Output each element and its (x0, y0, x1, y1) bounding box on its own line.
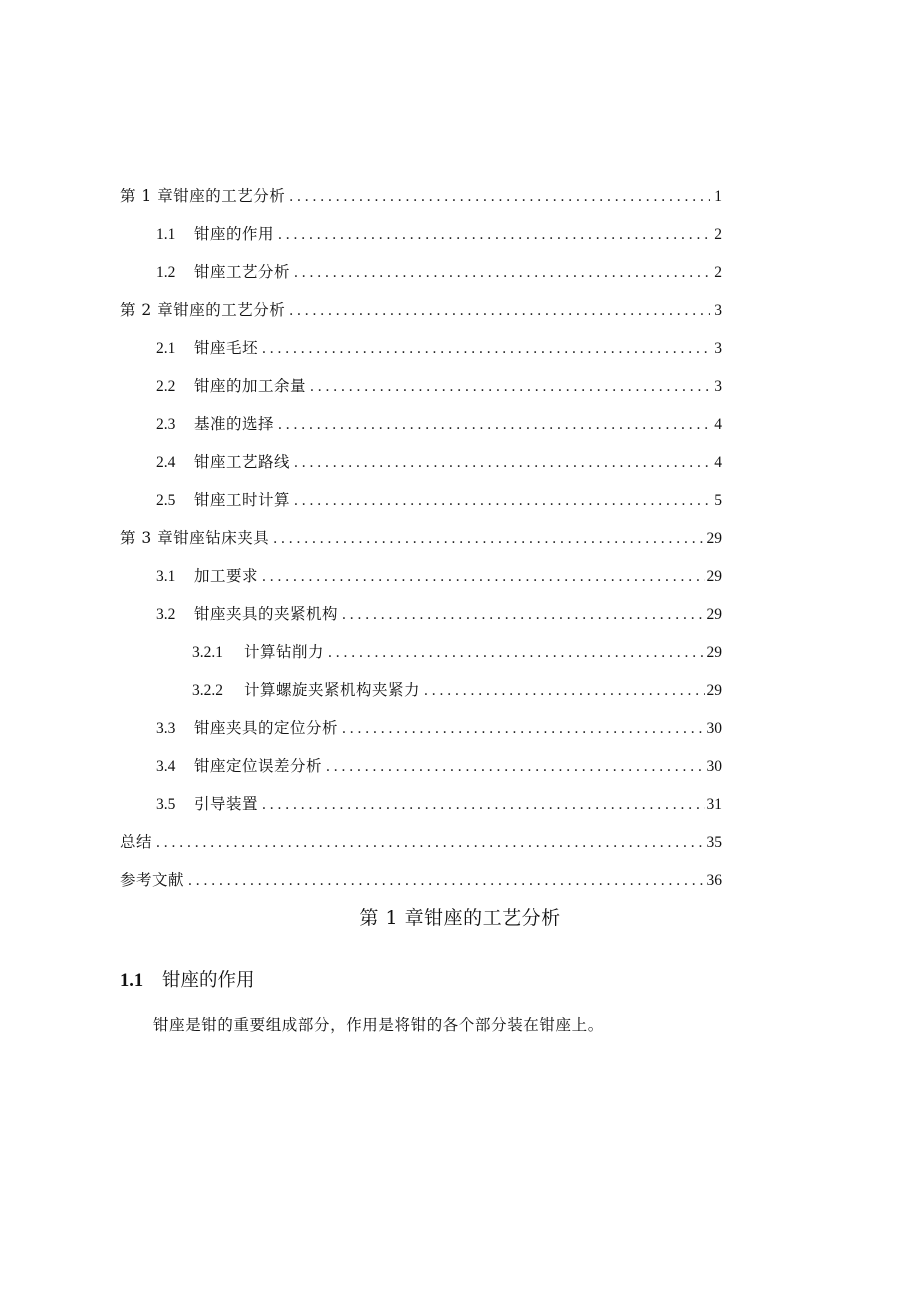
toc-entry[interactable] (120, 600, 722, 638)
toc-entry-title: 基准的选择 (194, 415, 275, 433)
table-of-contents (120, 182, 722, 904)
toc-entry[interactable] (120, 562, 722, 600)
toc-entry-title: 第 1 章钳座的工艺分析 (120, 187, 286, 205)
toc-entry-page: 1 (714, 188, 722, 205)
toc-leader-dots (262, 563, 704, 591)
toc-entry-title: 钳座的加工余量 (194, 377, 307, 395)
toc-leader-dots (342, 601, 704, 629)
toc-entry[interactable] (120, 524, 722, 562)
toc-entry-number: 2.4 (156, 454, 176, 471)
toc-entry-page: 29 (706, 682, 722, 699)
toc-leader-dots (156, 829, 704, 857)
toc-entry-number: 1.2 (156, 264, 176, 281)
toc-entry-title: 第 3 章钳座钻床夹具 (120, 529, 270, 547)
toc-entry[interactable] (120, 410, 722, 448)
toc-leader-dots (294, 259, 710, 287)
toc-entry-page: 35 (706, 834, 722, 851)
toc-entry-page: 3 (714, 340, 722, 357)
toc-entry-title: 钳座毛坯 (194, 339, 259, 357)
toc-entry-page: 36 (706, 872, 722, 889)
toc-leader-dots (188, 867, 704, 895)
toc-entry[interactable] (120, 866, 722, 904)
toc-entry[interactable] (120, 828, 722, 866)
toc-entry-page: 4 (714, 454, 722, 471)
toc-leader-dots (326, 753, 704, 781)
toc-leader-dots (262, 791, 704, 819)
toc-entry[interactable] (120, 638, 722, 676)
toc-entry-title: 计算钻削力 (244, 643, 325, 661)
toc-entry-number: 2.2 (156, 378, 176, 395)
toc-entry[interactable] (120, 258, 722, 296)
toc-entry-page: 29 (706, 530, 722, 547)
toc-entry-number: 3.1 (156, 568, 176, 585)
toc-entry-title: 钳座工艺分析 (194, 263, 291, 281)
toc-leader-dots (273, 525, 704, 553)
toc-entry[interactable] (120, 372, 722, 410)
toc-entry-title: 加工要求 (194, 567, 259, 585)
toc-entry-title: 第 2 章钳座的工艺分析 (120, 301, 286, 319)
toc-entry[interactable] (120, 676, 722, 714)
toc-entry-title: 钳座工艺路线 (194, 453, 291, 471)
toc-entry[interactable] (120, 448, 722, 486)
toc-entry-title: 参考文献 (120, 871, 185, 889)
toc-entry[interactable] (120, 752, 722, 790)
toc-leader-dots (424, 677, 704, 705)
toc-entry-title: 钳座夹具的定位分析 (194, 719, 339, 737)
toc-entry-page: 31 (706, 796, 722, 813)
toc-leader-dots (328, 639, 704, 667)
toc-entry[interactable] (120, 182, 722, 220)
toc-entry-page: 4 (714, 416, 722, 433)
toc-entry-number: 2.5 (156, 492, 176, 509)
section-number: 1.1 (120, 971, 144, 991)
toc-entry-page: 30 (706, 720, 722, 737)
section-heading (120, 966, 255, 992)
toc-entry-title: 钳座的作用 (194, 225, 275, 243)
toc-entry-number: 3.5 (156, 796, 176, 813)
toc-entry-number: 1.1 (156, 226, 176, 243)
toc-entry[interactable] (120, 486, 722, 524)
toc-entry-number: 2.3 (156, 416, 176, 433)
chapter-title: 第 1 章钳座的工艺分析 (359, 907, 561, 929)
toc-entry-page: 5 (714, 492, 722, 509)
toc-entry-page: 29 (706, 606, 722, 623)
toc-entry-page: 30 (706, 758, 722, 775)
toc-entry[interactable] (120, 296, 722, 334)
toc-entry[interactable] (120, 714, 722, 752)
toc-leader-dots (289, 183, 710, 211)
toc-entry-page: 29 (706, 568, 722, 585)
toc-entry[interactable] (120, 220, 722, 258)
toc-entry-title: 计算螺旋夹紧机构夹紧力 (244, 681, 421, 699)
toc-entry-title: 钳座夹具的夹紧机构 (194, 605, 339, 623)
toc-leader-dots (310, 373, 710, 401)
toc-entry-title: 钳座工时计算 (194, 491, 291, 509)
section-title: 钳座的作用 (162, 970, 255, 991)
toc-entry-page: 29 (706, 644, 722, 661)
toc-entry-page: 3 (714, 302, 722, 319)
toc-entry-title: 总结 (120, 833, 153, 851)
toc-leader-dots (294, 449, 710, 477)
toc-leader-dots (278, 411, 710, 439)
toc-entry-number: 2.1 (156, 340, 176, 357)
toc-entry-page: 2 (714, 226, 722, 243)
toc-leader-dots (262, 335, 710, 363)
toc-entry-number: 3.4 (156, 758, 176, 775)
toc-leader-dots (342, 715, 704, 743)
toc-entry-number: 3.3 (156, 720, 176, 737)
toc-entry[interactable] (120, 790, 722, 828)
toc-entry-page: 2 (714, 264, 722, 281)
toc-entry-number: 3.2.2 (192, 682, 223, 699)
toc-entry-title: 引导装置 (194, 795, 259, 813)
toc-leader-dots (278, 221, 710, 249)
toc-entry-title: 钳座定位误差分析 (194, 757, 323, 775)
toc-leader-dots (294, 487, 710, 515)
body-paragraph: 钳座是钳的重要组成部分，作用是将钳的各个部分装在钳座上。 (153, 1016, 604, 1034)
toc-entry-number: 3.2 (156, 606, 176, 623)
toc-entry-page: 3 (714, 378, 722, 395)
toc-entry-number: 3.2.1 (192, 644, 223, 661)
toc-leader-dots (289, 297, 710, 325)
toc-entry[interactable] (120, 334, 722, 372)
